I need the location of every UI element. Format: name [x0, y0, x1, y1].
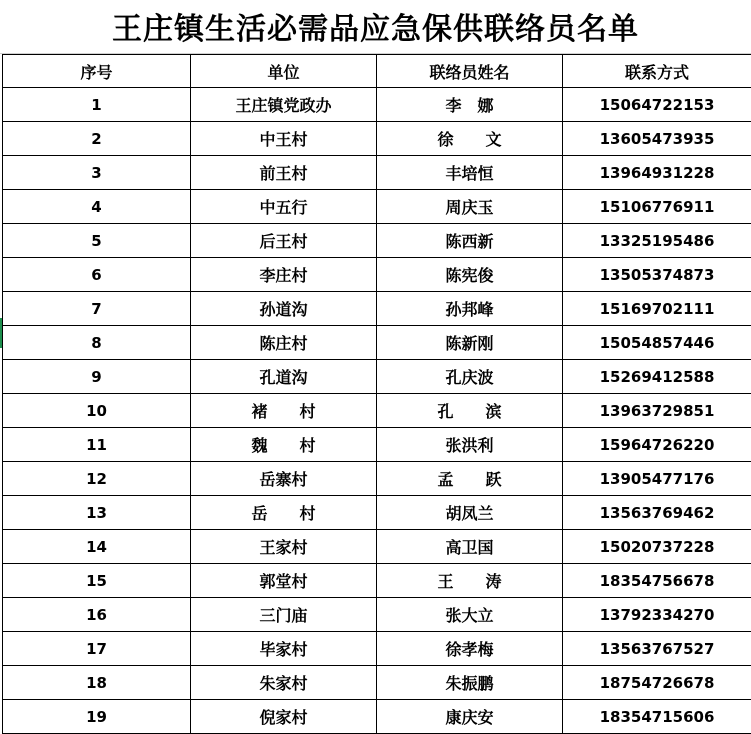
table-row [3, 190, 751, 224]
header-name[interactable]: 联络员姓名 [377, 55, 563, 88]
cell-name[interactable]: 王 涛 [377, 564, 563, 598]
cell-phone[interactable]: 15964726220 [563, 428, 751, 462]
cell-name[interactable]: 高卫国 [377, 530, 563, 564]
cell-phone[interactable]: 15106776911 [563, 190, 751, 224]
cell-name[interactable]: 张大立 [377, 598, 563, 632]
cell-unit[interactable]: 三门庙 [191, 598, 377, 632]
cell-phone[interactable]: 13964931228 [563, 156, 751, 190]
table-row [3, 122, 751, 156]
table-row [3, 598, 751, 632]
cell-no[interactable]: 8 [3, 326, 191, 360]
cell-name[interactable]: 康庆安 [377, 700, 563, 734]
table-row [3, 258, 751, 292]
cell-unit[interactable]: 王庄镇党政办 [191, 88, 377, 122]
cell-phone[interactable]: 13563767527 [563, 632, 751, 666]
header-no[interactable]: 序号 [3, 55, 191, 88]
cell-unit[interactable]: 褚 村 [191, 394, 377, 428]
table-row [3, 530, 751, 564]
header-row [3, 55, 751, 88]
cell-phone[interactable]: 13905477176 [563, 462, 751, 496]
cell-unit[interactable]: 中王村 [191, 122, 377, 156]
cell-no[interactable]: 1 [3, 88, 191, 122]
cell-no[interactable]: 12 [3, 462, 191, 496]
cell-name[interactable]: 张洪利 [377, 428, 563, 462]
cell-name[interactable]: 孔庆波 [377, 360, 563, 394]
cell-name[interactable]: 陈西新 [377, 224, 563, 258]
cell-unit[interactable]: 毕家村 [191, 632, 377, 666]
table-row [3, 88, 751, 122]
cell-phone[interactable]: 15269412588 [563, 360, 751, 394]
cell-phone[interactable]: 15064722153 [563, 88, 751, 122]
cell-unit[interactable]: 陈庄村 [191, 326, 377, 360]
table-row [3, 292, 751, 326]
cell-no[interactable]: 5 [3, 224, 191, 258]
cell-no[interactable]: 2 [3, 122, 191, 156]
cell-unit[interactable]: 中五行 [191, 190, 377, 224]
cell-name[interactable]: 陈新刚 [377, 326, 563, 360]
cell-unit[interactable]: 倪家村 [191, 700, 377, 734]
cell-phone[interactable]: 13792334270 [563, 598, 751, 632]
cell-no[interactable]: 4 [3, 190, 191, 224]
cell-name[interactable]: 孙邦峰 [377, 292, 563, 326]
page-title: 王庄镇生活必需品应急保供联络员名单 [0, 0, 751, 54]
table-row [3, 360, 751, 394]
cell-name[interactable]: 朱振鹏 [377, 666, 563, 700]
cell-unit[interactable]: 前王村 [191, 156, 377, 190]
cell-name[interactable]: 李 娜 [377, 88, 563, 122]
cell-name[interactable]: 徐孝梅 [377, 632, 563, 666]
cell-unit[interactable]: 后王村 [191, 224, 377, 258]
cell-no[interactable]: 14 [3, 530, 191, 564]
cell-name[interactable]: 徐 文 [377, 122, 563, 156]
cell-phone[interactable]: 15169702111 [563, 292, 751, 326]
table-row [3, 428, 751, 462]
cell-no[interactable]: 15 [3, 564, 191, 598]
cell-unit[interactable]: 孙道沟 [191, 292, 377, 326]
cell-no[interactable]: 9 [3, 360, 191, 394]
cell-phone[interactable]: 15054857446 [563, 326, 751, 360]
cell-unit[interactable]: 孔道沟 [191, 360, 377, 394]
cell-name[interactable]: 胡凤兰 [377, 496, 563, 530]
cell-no[interactable]: 18 [3, 666, 191, 700]
cell-name[interactable]: 周庆玉 [377, 190, 563, 224]
cell-phone[interactable]: 13563769462 [563, 496, 751, 530]
cell-no[interactable]: 17 [3, 632, 191, 666]
table-row [3, 462, 751, 496]
cell-no[interactable]: 10 [3, 394, 191, 428]
cell-no[interactable]: 16 [3, 598, 191, 632]
cell-no[interactable]: 6 [3, 258, 191, 292]
cell-unit[interactable]: 李庄村 [191, 258, 377, 292]
cell-phone[interactable]: 18754726678 [563, 666, 751, 700]
cell-no[interactable]: 3 [3, 156, 191, 190]
cell-unit[interactable]: 岳 村 [191, 496, 377, 530]
cell-no[interactable]: 13 [3, 496, 191, 530]
cell-name[interactable]: 丰培恒 [377, 156, 563, 190]
table-row [3, 564, 751, 598]
header-unit[interactable]: 单位 [191, 55, 377, 88]
table-row [3, 156, 751, 190]
cell-phone[interactable]: 13963729851 [563, 394, 751, 428]
table-row [3, 632, 751, 666]
cell-name[interactable]: 陈宪俊 [377, 258, 563, 292]
contact-table [2, 54, 751, 734]
table-row [3, 326, 751, 360]
cell-phone[interactable]: 18354715606 [563, 700, 751, 734]
table-row [3, 394, 751, 428]
cell-unit[interactable]: 魏 村 [191, 428, 377, 462]
cell-phone[interactable]: 15020737228 [563, 530, 751, 564]
table-row [3, 496, 751, 530]
cell-unit[interactable]: 王家村 [191, 530, 377, 564]
cell-phone[interactable]: 13605473935 [563, 122, 751, 156]
cell-no[interactable]: 11 [3, 428, 191, 462]
cell-phone[interactable]: 13505374873 [563, 258, 751, 292]
cell-unit[interactable]: 朱家村 [191, 666, 377, 700]
cell-phone[interactable]: 13325195486 [563, 224, 751, 258]
table-row [3, 666, 751, 700]
cell-unit[interactable]: 岳寨村 [191, 462, 377, 496]
cell-name[interactable]: 孟 跃 [377, 462, 563, 496]
cell-name[interactable]: 孔 滨 [377, 394, 563, 428]
cell-no[interactable]: 19 [3, 700, 191, 734]
cell-no[interactable]: 7 [3, 292, 191, 326]
cell-phone[interactable]: 18354756678 [563, 564, 751, 598]
table-row [3, 224, 751, 258]
header-phone[interactable]: 联系方式 [563, 55, 751, 88]
cell-unit[interactable]: 郭堂村 [191, 564, 377, 598]
